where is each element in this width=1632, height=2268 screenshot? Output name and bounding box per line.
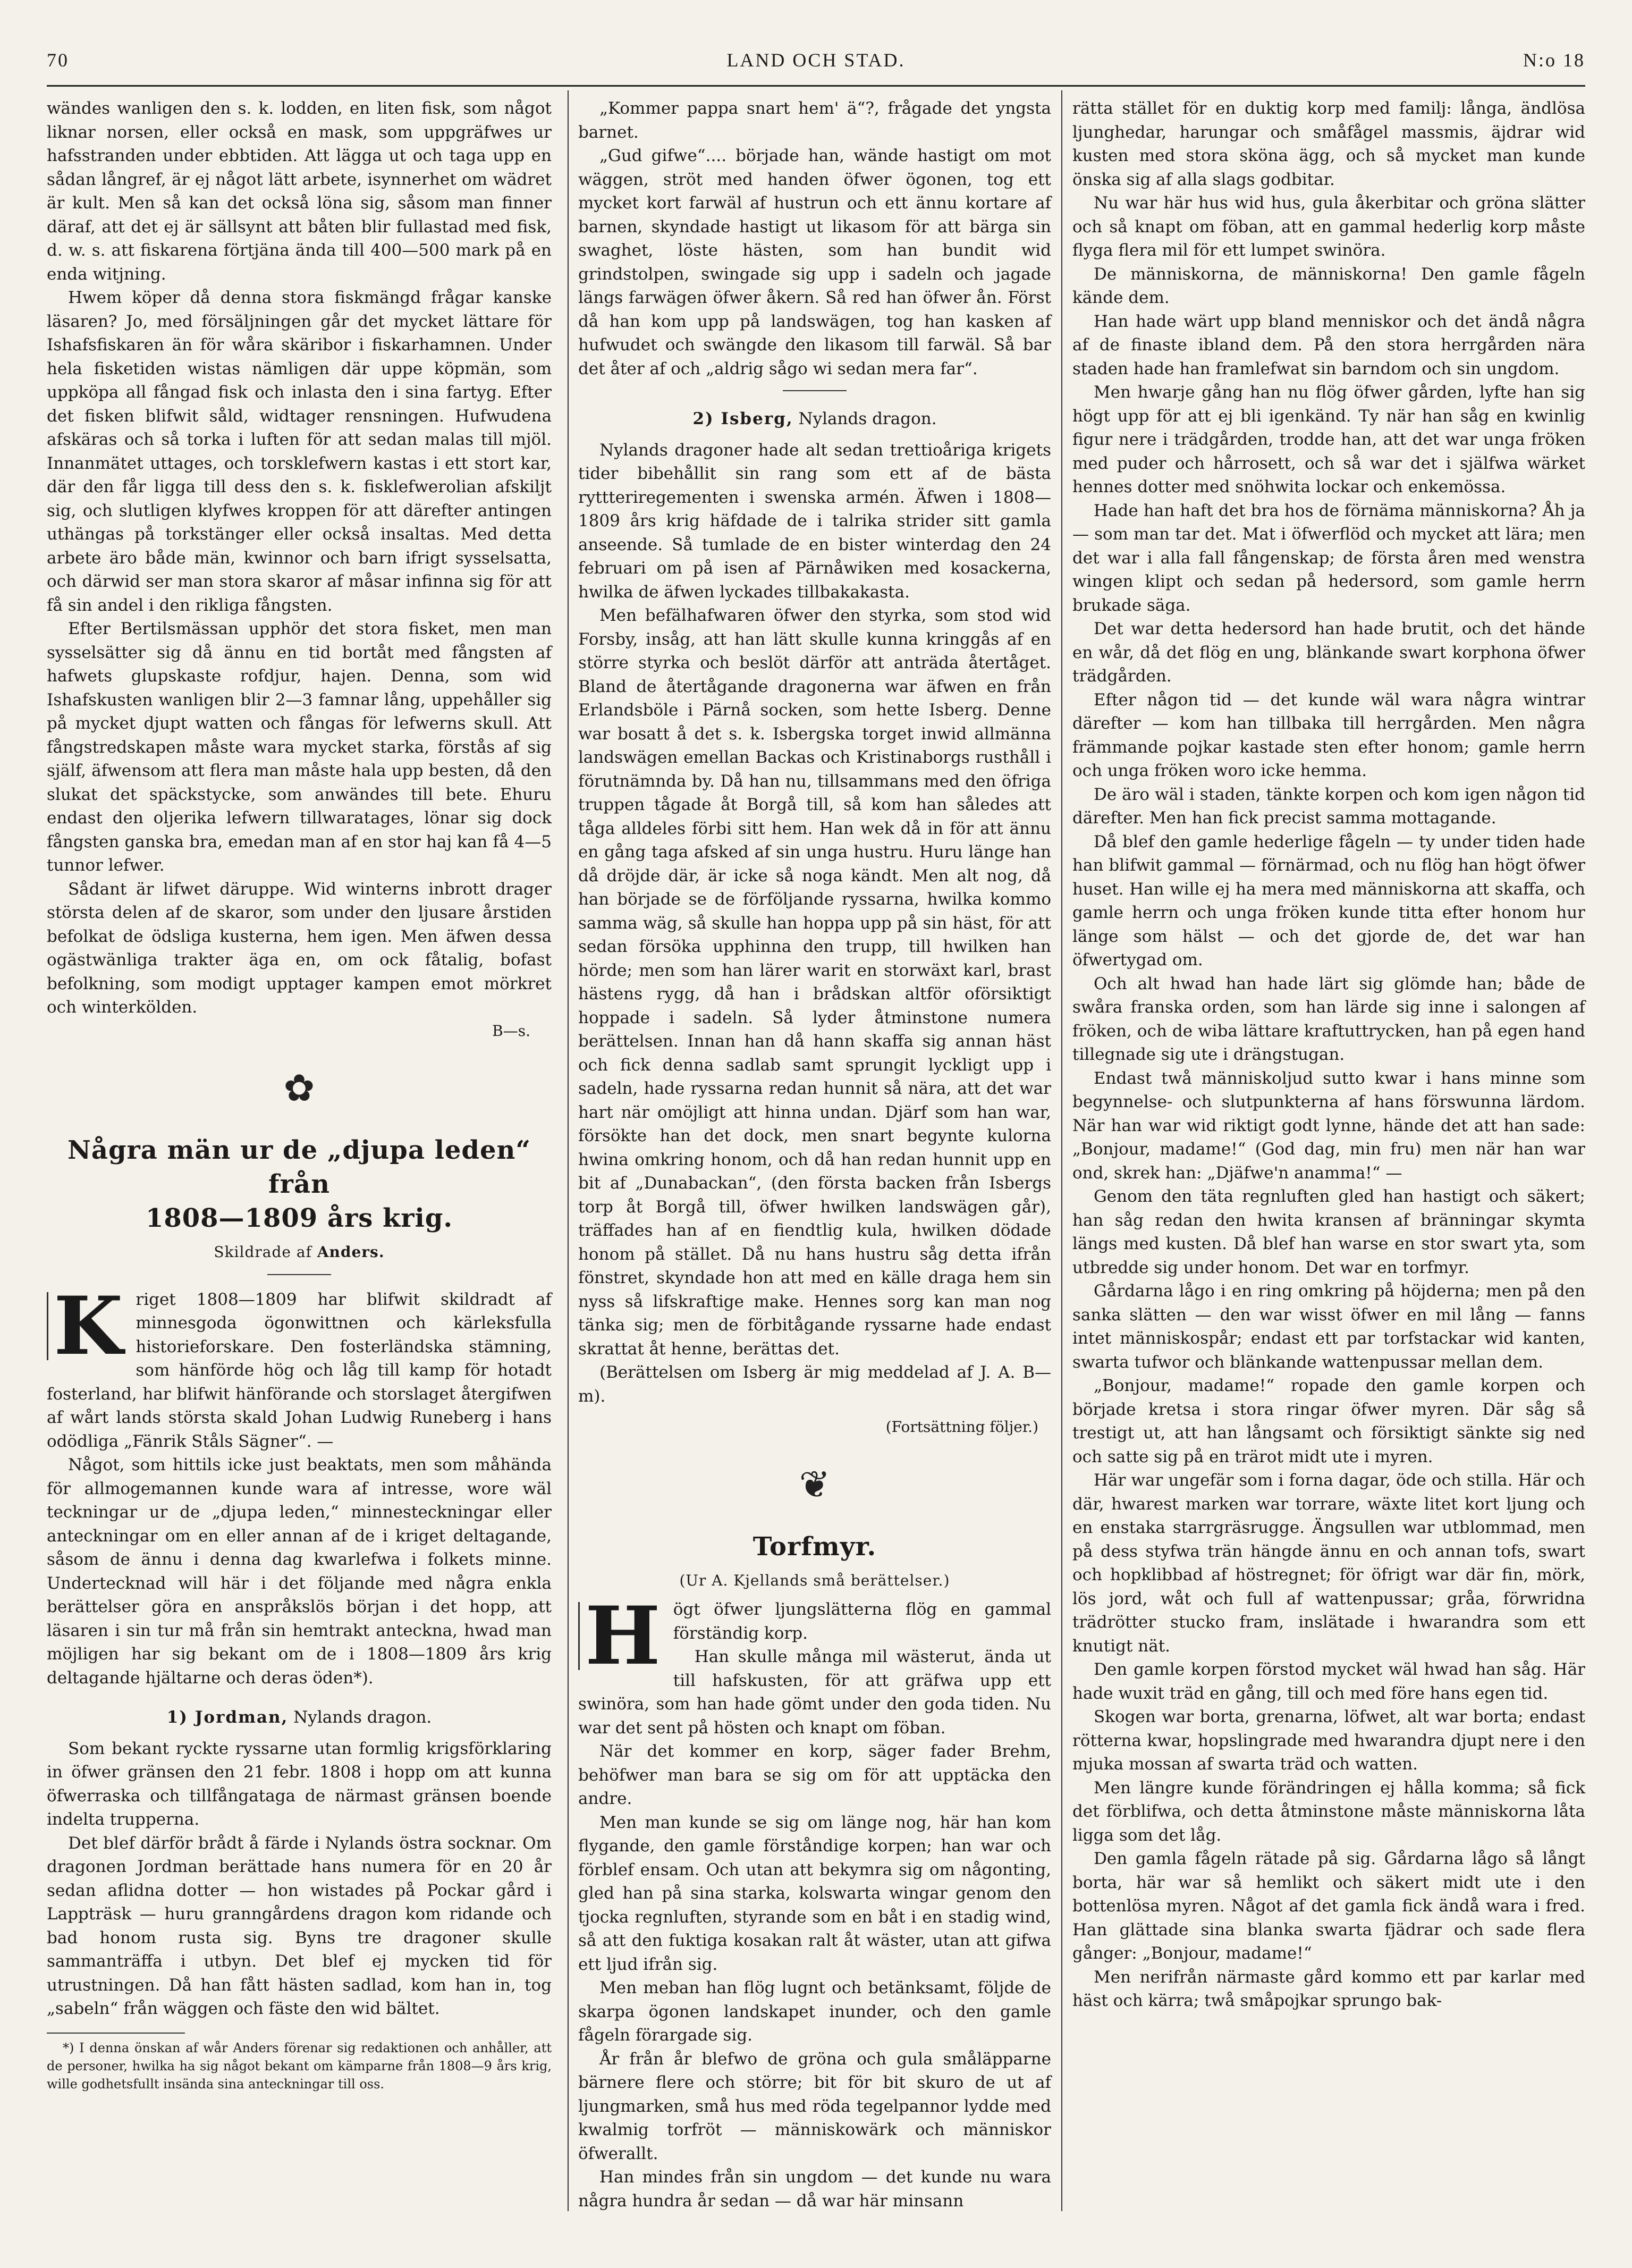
column-2 [578, 97, 1051, 2213]
section-heading-name: 1) Jordman, [166, 1708, 289, 1727]
paragraph: Hade han haft det bra hos de förnäma människorna? Åh ja — som man tar det. Mat i öfwerflöd och mycket att lära; men det war i alla fall fångenskap; de första åren med wenstra wingen klipt och sedan på hedersord, som gamle herrn brukade säga. [1072, 501, 1585, 615]
section-heading-rest: Nylands dragon. [288, 1708, 432, 1727]
paragraph: Och alt hwad han hade lärt sig glömde han; både de swåra franska orden, som han lärde sig inne i salongen af fröken, och de wiba lättare kraftuttrycken, han på egen hand tillegnade sig ute i drängstugan. [1072, 974, 1585, 1064]
paragraph: Som bekant ryckte ryssarne utan formlig krigsförklaring in öfwer gränsen den 21 febr. 1808 i hopp om att kunna öfwerraska och tillfångataga de närmast gränsen boende indelta trupperna. [47, 1739, 552, 1829]
paragraph: rätta stället för en duktig korp med familj: långa, ändlösa ljunghedar, harungar och småfågel massmis, äjdrar wid kusten med stora sköna ägg, och så mycket man kunde önska sig af alla slags godbitar. [1072, 99, 1585, 189]
masthead-title: LAND OCH STAD. [726, 49, 906, 71]
column-3 [1072, 97, 1585, 2013]
page-number: 70 [47, 49, 69, 71]
byline-prefix: Skildrade af [214, 1243, 312, 1261]
paragraph: (Berättelsen om Isberg är mig meddelad af J. A. B—m). [578, 1363, 1051, 1406]
paragraph: Det war detta hedersord han hade brutit, och det hände en wår, då det flög en ung, blänkande swart korphona öfwer trädgården. [1072, 619, 1585, 686]
paragraph: Gårdarna lågo i en ring omkring på höjderna; men på den sanka slätten — den war wisst öfwer en mil lång — fanns intet människospår; endast ett par torfstackar wid kanten, swarta tufwor och blänkande wattenpussar mellan dem. [1072, 1281, 1585, 1372]
continuation-note: (Fortsättning följer.) [885, 1418, 1038, 1436]
column-1 [47, 97, 552, 2093]
paragraph [47, 1279, 552, 1454]
divider [783, 390, 847, 391]
section-heading-rest: Nylands dragon. [793, 409, 937, 428]
paragraph: Men meban han flög lugnt och betänksamt, följde de skarpa ögonen landskapet inunder, och den gamle fågeln förargade sig. [578, 1978, 1051, 2045]
paragraph: wändes wanligen den s. k. lodden, en liten fisk, som något liknar norsen, eller också en mask, som uppgräfwes ur hafsstranden under ebbtiden. Att lägga ut och taga upp en sådan långref, är ej något lätt arbete, isynnerhet om wädret är kult. Men så kan det också löna sig, såsom man finner däraf, att det ej är sällsynt att båten blir fullastad med fisk, d. w. s. att fiskarena förtjäna ända till 400—500 mark på en enda witjning. [47, 99, 552, 284]
column-rule-1 [568, 90, 569, 2211]
paragraph: Men nerifrån närmaste gård kommo ett par karlar med häst och kärra; twå småpojkar sprungo bak- [1072, 1967, 1585, 2010]
paragraph: Han mindes från sin ungdom — det kunde nu wara några hundra år sedan — då war här minsann [578, 2168, 1051, 2211]
column-rule-2 [1061, 90, 1062, 2211]
paragraph [578, 1589, 1051, 1683]
dropcap: K [47, 1292, 128, 1360]
paragraph: Den gamla fågeln rätade på sig. Gårdarna lågo så långt borta, här war så hemlikt och säkert midt ute i den bottenlösa myren. Något af det gamla fick ändå wara i fred. Han glättade sina blanka swarta fjädrar och sade flera gånger: „Bonjour, madame!“ [1072, 1849, 1585, 1963]
footnote: *) I denna önskan af wår Anders förenar sig redaktionen och anhåller, att de personer, hwilka ha sig något bekant om kämparne från 1808—9 års krig, wille godhetsfullt insända sina anteckningar till oss. [47, 2040, 552, 2092]
paragraph: Nu war här hus wid hus, gula åkerbitar och gröna slätter och så knapt om föban, att en gammal hederlig korp måste flyga flera mil för ett lumpet swinöra. [1072, 193, 1585, 260]
paragraph: Nylands dragoner hade alt sedan trettioåriga krigets tider bibehållit sin rang som ett af de bästa ryttteriregementen i swenska armén. Äfwen i 1808—1809 års krig häfdade de i talrika strider sitt gamla anseende. Så tumlade de en bister winterdag den 24 februari om på isen af Pärnåwiken med kosackerna, hwilka de äfwen lyckades tillbakakasta. [578, 440, 1051, 602]
paragraph-text: ögt öfwer ljungslätterna flög en gammal förständig korp. [673, 1600, 1051, 1643]
paragraph: Då blef den gamle hederlige fågeln — ty under tiden hade han blifwit gammal — förnärmad, och nu flög han högt öfwer huset. Han wille ej ha mera med människorna att skaffa, och gamle herrn och unga fröken kunde titta efter honom hur länge som hälst — och det gjorde de, det war han öfwertygad om. [1072, 832, 1585, 969]
paragraph: Men man kunde se sig om länge nog, här han kom flygande, den gamle förståndige korpen; han war och förblef ensam. Och utan att bekymra sig om någonting, gled han på sina starka, kolswarta wingar genom den tjocka regnluften, styrande som en båt i en stadig wind, så att den fuktiga kosakan ralt åt wäster, utan att gifwa ett ljud ifrån sig. [578, 1812, 1051, 1974]
divider [267, 1274, 331, 1275]
ornament-icon: ❦ [799, 1462, 831, 1506]
paragraph: „Bonjour, madame!“ ropade den gamle korpen och började kretsa i stora ringar öfwer myren. Där såg så trestigt ut, att han långsamt och försiktigt sänkte sig ned och satte sig på en trärot midt ute i myren. [1072, 1376, 1585, 1466]
paragraph: Här war ungefär som i forna dagar, öde och stilla. Här och där, hwarest marken war torrare, wäxte litet kort ljung och en enstaka starrgräsrugge. Ängsullen war utblommad, men på dess styfwa trän hängde ännu en och annan tofs, swart och hopklibbad af höstregnet; för öfrigt war där fin, mörk, lös jord, wåt och full af wattenpussar; gråa, förwridna trädrötter stucko fram, inslätade i hwarandra som ett knutigt nät. [1072, 1471, 1585, 1656]
article-title [47, 1133, 552, 1235]
byline: (Ur A. Kjellands små berättelser.) [679, 1571, 950, 1589]
paragraph: Han hade wärt upp bland menniskor och det ändå några af de finaste ibland dem. På den stora herrgården nära staden hade han framlefwat sin barndom och sin ungdom. [1072, 311, 1585, 378]
paragraph: Den gamle korpen förstod mycket wäl hwad han såg. Här hade wuxit träd en gång, till och med före hans egen tid. [1072, 1660, 1585, 1703]
paragraph: Sådant är lifwet däruppe. Wid winterns inbrott drager största delen af de skaror, som under den ljusare årstiden befolkat de ödsliga kusterna, hem igen. Men äfwen dessa ogästwänliga trakter äga en, om ock fåtalig, bofast befolkning, som modigt upptager kampen emot mörkret och winterkölden. [47, 879, 552, 1017]
paragraph: Hwem köper då denna stora fiskmängd frågar kanske läsaren? Jo, med försäljningen går det mycket lättare för Ishafsfiskaren än för wåra skäribor i fiskarhamnen. Under hela fisketiden wistas nämligen där uppe köpmän, som uppköpa all fångad fisk och inlasta den i sina fartyg. Efter det fisken blifwit såld, widtager rensningen. Hufwudena afskäras och så torka i luften för att sedan malas till mjöl. Innanmätet uttages, och torsklefwern kastas i ett stort kar, där den får ligga till dess den s. k. fisklefwerolian afskiljt sig, och slutligen klyfwes kroppen för att därefter antingen uthängas på torkstänger eller också insaltas. Med detta arbete äro både män, kwinnor och barn ifrigt sysselsatta, och därwid ser man stora skaror af måsar infinna sig för att få sin andel i den rikliga fångsten. [47, 288, 552, 615]
header-rule [47, 85, 1585, 87]
paragraph: Något, som hittils icke just beaktats, men som måhända för allmogemannen kunde wara af intresse, wore wäl teckningar ur de „djupa leden,“ minnesteckningar eller anteckningar om en eller annan af de i kriget deltagande, såsom de ännu i denna dag kwarlefwa i folkets minne. Undertecknad will här i det följande med några enkla berättelser göra en anspråkslös början i det hopp, att läsaren i sin tur må från sin hemtrakt anteckna, hwad man möjligen har sig bekant om de i 1808—1809 års krig deltagande hjältarne och deras öden*). [47, 1455, 552, 1688]
footnote-rule [47, 2033, 185, 2034]
issue-number: N:o 18 [1523, 49, 1585, 71]
section-heading-name: 2) Isberg, [692, 409, 793, 428]
dropcap: H [578, 1602, 666, 1670]
article-title-line-2: 1808—1809 års krig. [145, 1203, 453, 1233]
paragraph: Han skulle många mil wästerut, ända ut till hafskusten, för att gräfwa upp ett swinöra, som han hade gömt under den goda tiden. Nu war det sent på hösten och knapt om föban. [578, 1647, 1051, 1738]
paragraph: År från år blefwo de gröna och gula småläpparne bärnere flere och större; bit för bit skuro de ut af ljungmarken, små hus med röda tegelpannor lydde med kwalmig torfröt — människowärk och människor öfwerallt. [578, 2049, 1051, 2163]
paragraph: Efter Bertilsmässan upphör det stora fisket, men man sysselsätter sig då ännu en tid bortåt med fångsten af hafwets glupskaste rofdjur, hajen. Denna, som wid Ishafskusten wanligen blir 2—3 famnar lång, uppehåller sig på mycket djupt watten och fångas för lefwerns skull. Att fångstredskapen måste wara mycket starka, förstås af sig själf, äfwensom att flera man måste hala upp besten, då den slukat det späckstycke, som anwändes till bete. Ehuru endast den oljerika lefwern tillwaratages, lönar sig dock fångsten ganska bra, emedan man af en stor haj kan få 4—5 tunnor lefwer. [47, 619, 552, 875]
section-heading [47, 1706, 552, 1730]
paragraph: „Gud gifwe“.... började han, wände hastigt om mot wäggen, ströt med handen öfwer ögonen, tog ett mycket kort farwäl af hustrun och ett ännu kortare af barnen, skyndade hastigt ut likasom för att bärga sin swaghet, löste hästen, som han bundit wid grindstolpen, swingade sig upp i sadeln och jagade längs farwägen öfwer åkern. Så red han öfwer ån. Först då han kom upp på landswägen, tog han kasken af hufwudet och swängde den likasom till farwäl. Så bar det åter af och „aldrig sågo wi sedan mera far“. [578, 146, 1051, 378]
paragraph: Endast twå människoljud sutto kwar i hans minne som begynnelse- och slutpunkterna af hans förswunna lärdom. När han war wid riktigt godt lynne, hände det att han sade: „Bonjour, madame!“ (God dag, min fru) men när han war ond, skrek han: „Djäfwe'n anamma!“ — [1072, 1068, 1585, 1183]
paragraph: Det blef därför brådt å färde i Nylands östra socknar. Om dragonen Jordman berättade hans numera för en 20 år sedan aflidna dotter — hon wistades på Pockar gård i Lappträsk — huru granngårdens dragon kom ridande och bad honom rusta sig. Byns tre dragoner skulle sammanträffa i utbyn. Det blef ej mycken tid för utrustningen. Då han fått hästen sadlad, kom han in, tog „sabeln“ från wäggen och fäste den wid bältet. [47, 1833, 552, 2018]
paragraph: Men befälhafwaren öfwer den styrka, som stod wid Forsby, insåg, att han lätt skulle kunna kringgås af en större styrka och beslöt därför att anträda återtåget. Bland de återtågande dragonerna war äfwen en från Erlandsböle i Pärnå socken, som hette Isberg. Denne war bosatt å det s. k. Isbergska torget inwid allmänna landswägen emellan Backas och Kristinaborgs rusthåll i förutnämnda by. Då han nu, tillsammans med den öfriga truppen tågade åt Borgå till, så kom han således att tåga alldeles förbi sitt hem. Han wek då in för att ännu en gång taga afsked af sin unga hustru. Huru länge han då dröjde där, är icke så noga kändt. Men alt nog, då han började se de förföljande ryssarna, hwilka kommo samma wäg, så skulle han hoppa upp på sin häst, för att sedan försöka upphinna den trupp, till hwilken han hörde; men som han lärer warit en storwäxt karl, brast hästens rygg, då han i brådskan altför oförsiktigt hoppade i sadeln. Så lyder åtminstone numera berättelsen. Innan han då hann skaffa sig annan häst och fick denna sadlab samt sprungit lyckligt upp i sadeln, hade ryssarna redan hunnit så nära, att det war hart när omöjligt att hinna undan. Djärf som han war, försökte han det dock, men snart begynte kulorna hwina omkring honom, och då han redan hunnit upp en bit af „Dunabackan“, (den första backen från Isbergs torp åt Borgå till, öfwer hwilken landswägen går), träffades han af en fiendtlig kula, hwilken dödade honom på stället. Då nu hans hustru såg detta ifrån fönstret, skyndade hon att med en källe draga hem sin nyss så lifskraftige make. Hennes sorg kan man nog tänka sig; men de förbitågande ryssarne hade endast skrattat åt henne, berättas det. [578, 606, 1051, 1359]
paragraph: „Kommer pappa snart hem' ä“?, frågade det yngsta barnet. [578, 99, 1051, 142]
byline [47, 1241, 552, 1264]
page-header [47, 49, 1585, 81]
section-heading [578, 407, 1051, 431]
article-title: Torfmyr. [752, 1531, 877, 1562]
paragraph: Men hwarje gång han nu flög öfwer gården, lyfte han sig högt upp för att ej bli igenkänd. Ty när han såg en kwinlig figur nere i trädgården, trodde han, att det war unga fröken med puder och hårrosett, och så war det i själfwa wärket hennes dotter med snöhwita lockar och enkemössa. [1072, 383, 1585, 496]
paragraph: Efter någon tid — det kunde wäl wara några wintrar därefter — kom han tillbaka till herrgården. Men några främmande pojkar kastade sten efter honom; gamle herrn och unga fröken woro icke hemma. [1072, 690, 1585, 780]
paragraph: Skogen war borta, grenarna, löfwet, alt war borta; endast rötterna kwar, hopslingrade med hwarandra djupt nere i den mjuka mossan af swarta träd och watten. [1072, 1707, 1585, 1774]
paragraph-text: riget 1808—1809 har blifwit skildradt af minnesgoda ögonwittnen och kärleksfulla historieforskare. Den fosterländska stämning, som hänförde hög och låg till kamp för hotadt fosterland, har blifwit hänförande och storslaget återgifwen af wårt lands största skald Johan Ludwig Runeberg i hans odödliga „Fänrik Ståls Sägner“. — [47, 1289, 552, 1451]
ornament-icon: ✿ [283, 1066, 315, 1110]
signature: B—s. [492, 1022, 530, 1040]
paragraph: Men längre kunde förändringen ej hålla komma; så fick det förblifwa, och detta åtminstone måste människorna låta ligga som det låg. [1072, 1778, 1585, 1845]
paragraph: De människorna, de människorna! Den gamle fågeln kände dem. [1072, 264, 1585, 307]
article-title-line-1: Några män ur de „djupa leden“ från [67, 1135, 531, 1199]
paragraph: Genom den täta regnluften gled han hastigt och säkert; han såg redan den hwita kransen af bränningar skymta längs med kusten. Då blef han warse en stor swart yta, som utbredde sig under honom. Det war en torfmyr. [1072, 1187, 1585, 1277]
paragraph: När det kommer en korp, säger fader Brehm, behöfwer man bara se sig om för att upptäcka den andre. [578, 1742, 1051, 1808]
paragraph: De äro wäl i staden, tänkte korpen och kom igen någon tid därefter. Men han fick precist samma mottagande. [1072, 785, 1585, 828]
byline-author: Anders. [317, 1243, 385, 1261]
